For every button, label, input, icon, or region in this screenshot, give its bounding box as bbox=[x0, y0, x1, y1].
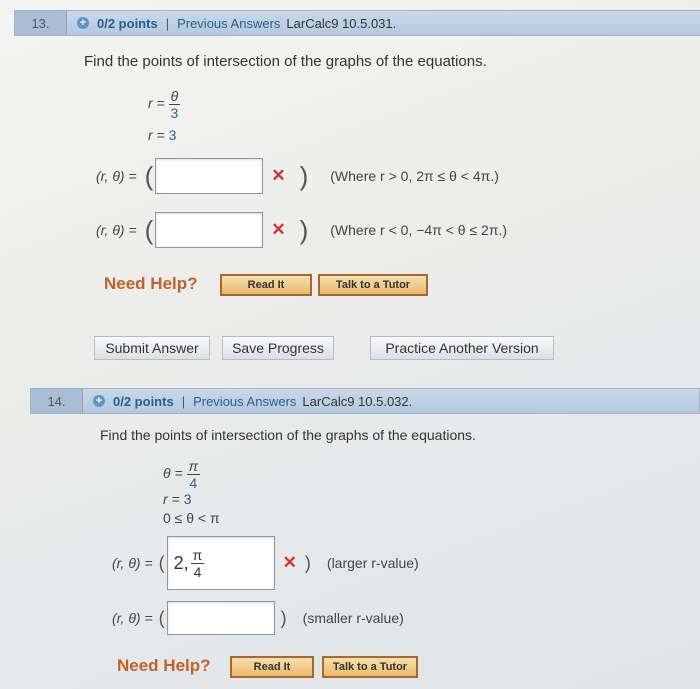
close-paren: ) bbox=[304, 552, 311, 573]
q14-equation-2 bbox=[163, 491, 191, 507]
q13-row2-lhs: (r, θ) = bbox=[96, 222, 137, 238]
q14-answer-input-2[interactable] bbox=[167, 601, 275, 635]
q14-answer-row-1 bbox=[112, 536, 419, 590]
q13-eq2-rhs: 3 bbox=[168, 127, 177, 143]
q13-header-bar bbox=[14, 10, 700, 36]
incorrect-icon: ✕ bbox=[271, 166, 286, 185]
q13-equation-1 bbox=[148, 88, 180, 121]
q13-read-it-button[interactable]: Read It bbox=[220, 274, 312, 296]
q14-row1-note: (larger r-value) bbox=[326, 555, 419, 571]
submit-answer-button[interactable]: Submit Answer bbox=[94, 336, 210, 360]
open-paren: ( bbox=[158, 552, 165, 573]
q13-eq2-lhs: r = bbox=[148, 127, 165, 143]
incorrect-icon: ✕ bbox=[271, 220, 286, 239]
q13-need-help: Need Help? bbox=[104, 274, 198, 293]
q14-points: 0/2 points bbox=[113, 393, 174, 409]
q14-row1-lhs: (r, θ) = bbox=[112, 555, 153, 571]
open-paren: ( bbox=[144, 214, 154, 245]
q13-answer-input-2[interactable] bbox=[155, 212, 263, 248]
q14-eq1-numerator: π bbox=[188, 458, 198, 474]
expand-icon[interactable]: + bbox=[77, 17, 89, 29]
open-paren: ( bbox=[144, 160, 154, 191]
q14-row1-fraction bbox=[191, 547, 205, 580]
q14-answer-input-1[interactable] bbox=[167, 536, 275, 590]
q14-row2-lhs: (r, θ) = bbox=[112, 610, 153, 626]
q13-row1-lhs: (r, θ) = bbox=[96, 168, 137, 184]
q13-eq1-denominator: 3 bbox=[170, 105, 179, 121]
q13-separator: | bbox=[165, 15, 170, 31]
q14-need-help: Need Help? bbox=[117, 656, 211, 675]
q13-answer-row-2 bbox=[96, 212, 507, 248]
q14-eq2-rhs: 3 bbox=[183, 491, 192, 507]
q14-source: LarCalc9 10.5.032. bbox=[302, 393, 413, 409]
q13-row2-note: (Where r < 0, −4π < θ ≤ 2π.) bbox=[330, 222, 508, 238]
practice-another-version-button[interactable]: Practice Another Version bbox=[370, 336, 554, 360]
q13-previous-answers-link[interactable]: Previous Answers bbox=[177, 15, 281, 31]
q14-header-bar bbox=[30, 388, 700, 414]
q13-prompt: Find the points of intersection of the graphs of the equations. bbox=[84, 53, 487, 70]
q14-read-it-button[interactable]: Read It bbox=[230, 656, 314, 678]
q14-equation-3: 0 ≤ θ < π bbox=[163, 510, 220, 526]
q14-row1-frac-num: π bbox=[192, 546, 203, 563]
q13-eq1-lhs: r = bbox=[148, 95, 165, 112]
q14-row2-note: (smaller r-value) bbox=[302, 610, 404, 626]
q14-row1-frac-den: 4 bbox=[193, 563, 202, 580]
q14-eq1-lhs: θ = bbox=[163, 465, 183, 482]
q14-eq1-denominator: 4 bbox=[189, 475, 198, 491]
q14-row1-value: 2, bbox=[173, 552, 189, 573]
q13-talk-tutor-button[interactable]: Talk to a Tutor bbox=[318, 274, 428, 296]
q14-equation-1 bbox=[163, 458, 200, 491]
q13-equation-2 bbox=[148, 127, 176, 143]
q13-source: LarCalc9 10.5.031. bbox=[286, 15, 397, 31]
q14-eq1-fraction bbox=[187, 458, 200, 491]
q14-number: 14. bbox=[31, 389, 83, 413]
q13-row1-note: (Where r > 0, 2π ≤ θ < 4π.) bbox=[330, 168, 499, 184]
q13-number: 13. bbox=[15, 11, 67, 35]
q14-talk-tutor-button[interactable]: Talk to a Tutor bbox=[322, 656, 418, 678]
close-paren: ) bbox=[280, 607, 287, 628]
expand-icon[interactable]: + bbox=[93, 395, 105, 407]
save-progress-button[interactable]: Save Progress bbox=[222, 336, 334, 360]
q13-answer-input-1[interactable] bbox=[155, 158, 263, 194]
q14-previous-answers-link[interactable]: Previous Answers bbox=[193, 393, 297, 409]
close-paren: ) bbox=[299, 160, 309, 191]
q13-eq1-numerator: θ bbox=[170, 88, 179, 104]
q13-eq1-fraction bbox=[169, 88, 181, 121]
q14-separator: | bbox=[181, 393, 186, 409]
q14-answer-row-2 bbox=[112, 601, 404, 635]
incorrect-icon: ✕ bbox=[282, 553, 297, 572]
q13-points: 0/2 points bbox=[97, 15, 158, 31]
q13-answer-row-1 bbox=[96, 158, 499, 194]
open-paren: ( bbox=[158, 607, 165, 628]
close-paren: ) bbox=[299, 214, 309, 245]
q14-eq2-lhs: r = bbox=[163, 491, 180, 507]
q14-prompt: Find the points of intersection of the graphs of the equations. bbox=[100, 427, 476, 443]
